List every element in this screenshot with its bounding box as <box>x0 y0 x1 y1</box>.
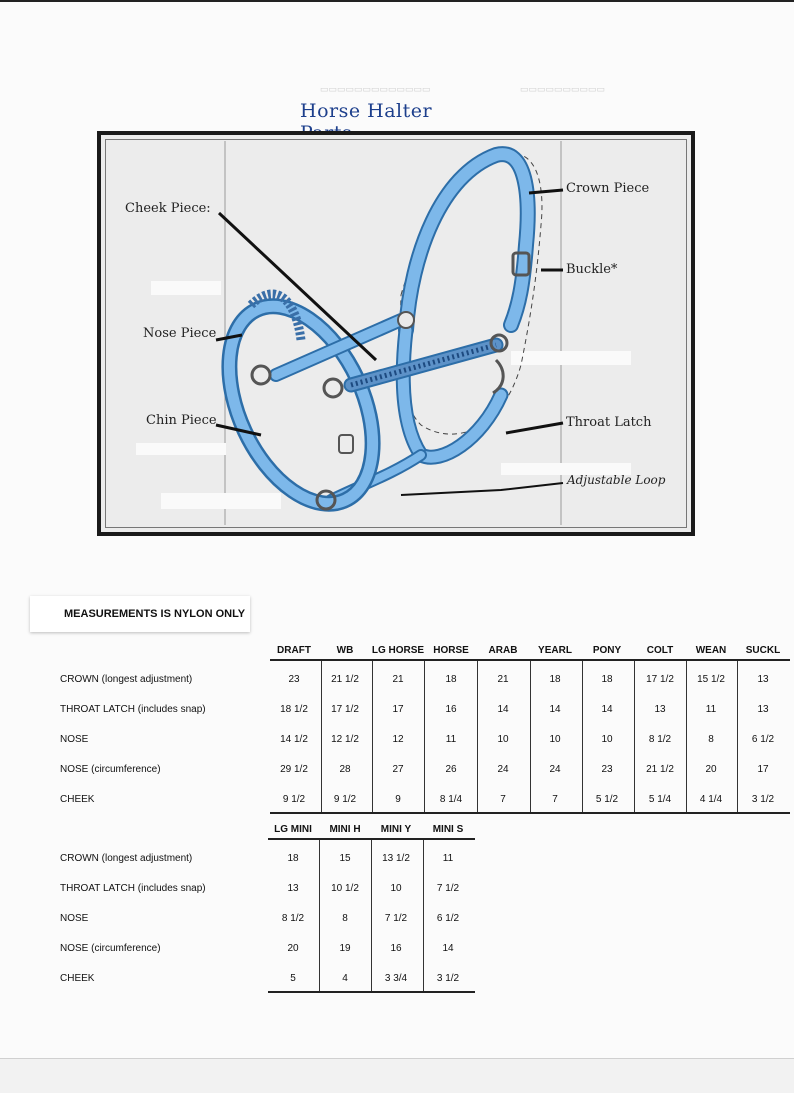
diagram-title: Horse Halter <box>300 100 433 122</box>
table-cell: 13 <box>757 674 769 685</box>
table-cell: 16 <box>390 943 402 954</box>
bleed-through-text: ▭▭▭▭▭▭▭▭▭▭▭▭▭ <box>320 84 431 94</box>
measurements-note-box <box>30 596 250 632</box>
column-header: DRAFT <box>277 645 311 656</box>
column-header: ARAB <box>488 645 518 656</box>
row-label: NOSE (circumference) <box>60 943 161 954</box>
label-chin-piece: Chin Piece <box>146 413 217 428</box>
table-cell: 9 1/2 <box>333 794 357 805</box>
bottom-rule <box>270 812 790 814</box>
table-cell: 14 <box>549 704 561 715</box>
column-header: SUCKL <box>745 645 781 656</box>
table-cell: 14 <box>497 704 509 715</box>
table-cell: 7 1/2 <box>436 883 460 894</box>
row-label: NOSE <box>60 913 89 924</box>
table-cell: 10 <box>601 734 613 745</box>
table-cell: 8 <box>342 913 348 924</box>
white-strip <box>511 351 631 365</box>
row-label: THROAT LATCH (includes snap) <box>60 704 206 715</box>
table-cell: 18 <box>549 674 561 685</box>
table-cell: 11 <box>442 853 454 864</box>
table-cell: 13 1/2 <box>382 853 410 864</box>
column-header: YEARL <box>538 645 572 656</box>
table-cell: 21 <box>392 674 404 685</box>
column-header: MINI H <box>329 824 361 835</box>
table-cell: 4 <box>342 973 348 984</box>
label-adjustable-loop: Adjustable Loop <box>567 473 666 487</box>
halter-diagram-frame <box>97 131 695 536</box>
table-cell: 24 <box>549 764 561 775</box>
paper-bottom-shadow <box>0 1058 794 1093</box>
table-cell: 20 <box>287 943 299 954</box>
table-cell: 13 <box>654 704 666 715</box>
crown-piece-strap <box>406 154 528 330</box>
table-cell: 14 1/2 <box>280 734 308 745</box>
table-cell: 3 3/4 <box>384 973 408 984</box>
table-cell: 28 <box>339 764 351 775</box>
row-label: CHEEK <box>60 973 95 984</box>
table-cell: 17 <box>757 764 769 775</box>
throat-latch-pointer <box>506 423 563 433</box>
column-header: WB <box>336 645 354 656</box>
table-cell: 21 1/2 <box>331 674 359 685</box>
table-cell: 21 <box>497 674 509 685</box>
table-cell: 18 1/2 <box>280 704 308 715</box>
table-cell: 7 <box>500 794 506 805</box>
table-cell: 14 <box>601 704 613 715</box>
label-nose-piece: Nose Piece <box>143 326 217 341</box>
table-cell: 11 <box>705 704 717 715</box>
paper-top-edge <box>0 0 794 2</box>
table-cell: 8 <box>708 734 714 745</box>
table-cell: 7 1/2 <box>384 913 408 924</box>
column-header: LG HORSE <box>371 645 425 656</box>
table-cell: 13 <box>287 883 299 894</box>
buckle-hardware <box>339 435 353 453</box>
adjustable-loop-pointer <box>401 483 563 495</box>
table-cell: 20 <box>705 764 717 775</box>
table-cell: 23 <box>288 674 300 685</box>
table-cell: 4 1/4 <box>699 794 723 805</box>
table-cell: 21 1/2 <box>646 764 674 775</box>
table-cell: 8 1/2 <box>648 734 672 745</box>
table-cell: 9 1/2 <box>282 794 306 805</box>
table-cell: 14 <box>442 943 454 954</box>
row-label: CROWN (longest adjustment) <box>60 853 193 864</box>
row-label: CHEEK <box>60 794 95 805</box>
table-cell: 9 <box>395 794 401 805</box>
table-cell: 10 1/2 <box>331 883 359 894</box>
table-cell: 10 <box>497 734 509 745</box>
row-label: NOSE (circumference) <box>60 764 161 775</box>
table-cell: 8 1/4 <box>439 794 463 805</box>
table-cell: 5 <box>290 973 296 984</box>
label-cheek-piece: Cheek Piece: <box>125 201 211 216</box>
table-cell: 12 1/2 <box>331 734 359 745</box>
table-cell: 18 <box>445 674 457 685</box>
table-cell: 3 1/2 <box>436 973 460 984</box>
ring-hardware <box>398 312 414 328</box>
ring-hardware <box>324 379 342 397</box>
table-cell: 15 1/2 <box>697 674 725 685</box>
column-header: WEAN <box>695 645 727 656</box>
table-cell: 5 1/2 <box>595 794 619 805</box>
bleed-through-text: ▭▭▭▭▭▭▭▭▭▭ <box>520 84 606 94</box>
row-label: THROAT LATCH (includes snap) <box>60 883 206 894</box>
table-cell: 5 1/4 <box>648 794 672 805</box>
table-cell: 17 <box>392 704 404 715</box>
table-cell: 19 <box>339 943 351 954</box>
table-cell: 18 <box>287 853 299 864</box>
white-strip <box>161 493 281 509</box>
table-cell: 13 <box>757 704 769 715</box>
table-cell: 29 1/2 <box>280 764 308 775</box>
column-header: MINI Y <box>380 824 412 835</box>
table-cell: 12 <box>392 734 404 745</box>
ring-hardware <box>252 366 270 384</box>
table-cell: 18 <box>601 674 613 685</box>
column-header: MINI S <box>432 824 464 835</box>
column-header: HORSE <box>433 645 469 656</box>
table-cell: 3 1/2 <box>751 794 775 805</box>
table-cell: 16 <box>445 704 457 715</box>
row-label: CROWN (longest adjustment) <box>60 674 193 685</box>
table-cell: 17 1/2 <box>331 704 359 715</box>
label-buckle: Buckle* <box>566 262 618 277</box>
table-cell: 17 1/2 <box>646 674 674 685</box>
table-cell: 26 <box>445 764 457 775</box>
column-header: LG MINI <box>274 824 312 835</box>
white-strip <box>151 281 221 295</box>
nose-loop <box>200 284 401 527</box>
table-cell: 7 <box>552 794 558 805</box>
label-throat-latch: Throat Latch <box>566 415 652 430</box>
table-cell: 23 <box>601 764 613 775</box>
measurements-title: MEASUREMENTS IS NYLON ONLY <box>64 608 246 620</box>
label-crown-piece: Crown Piece <box>566 181 650 196</box>
table-cell: 6 1/2 <box>751 734 775 745</box>
table-cell: 10 <box>390 883 402 894</box>
table-cell: 10 <box>549 734 561 745</box>
table-cell: 11 <box>445 734 457 745</box>
table-cell: 6 1/2 <box>436 913 460 924</box>
table-cell: 24 <box>497 764 509 775</box>
column-header: PONY <box>592 645 622 656</box>
white-strip <box>136 443 226 455</box>
table-cell: 27 <box>392 764 404 775</box>
table-cell: 8 1/2 <box>281 913 305 924</box>
bottom-rule <box>268 991 475 993</box>
table-cell: 15 <box>339 853 351 864</box>
row-label: NOSE <box>60 734 89 745</box>
column-header: COLT <box>646 645 674 656</box>
